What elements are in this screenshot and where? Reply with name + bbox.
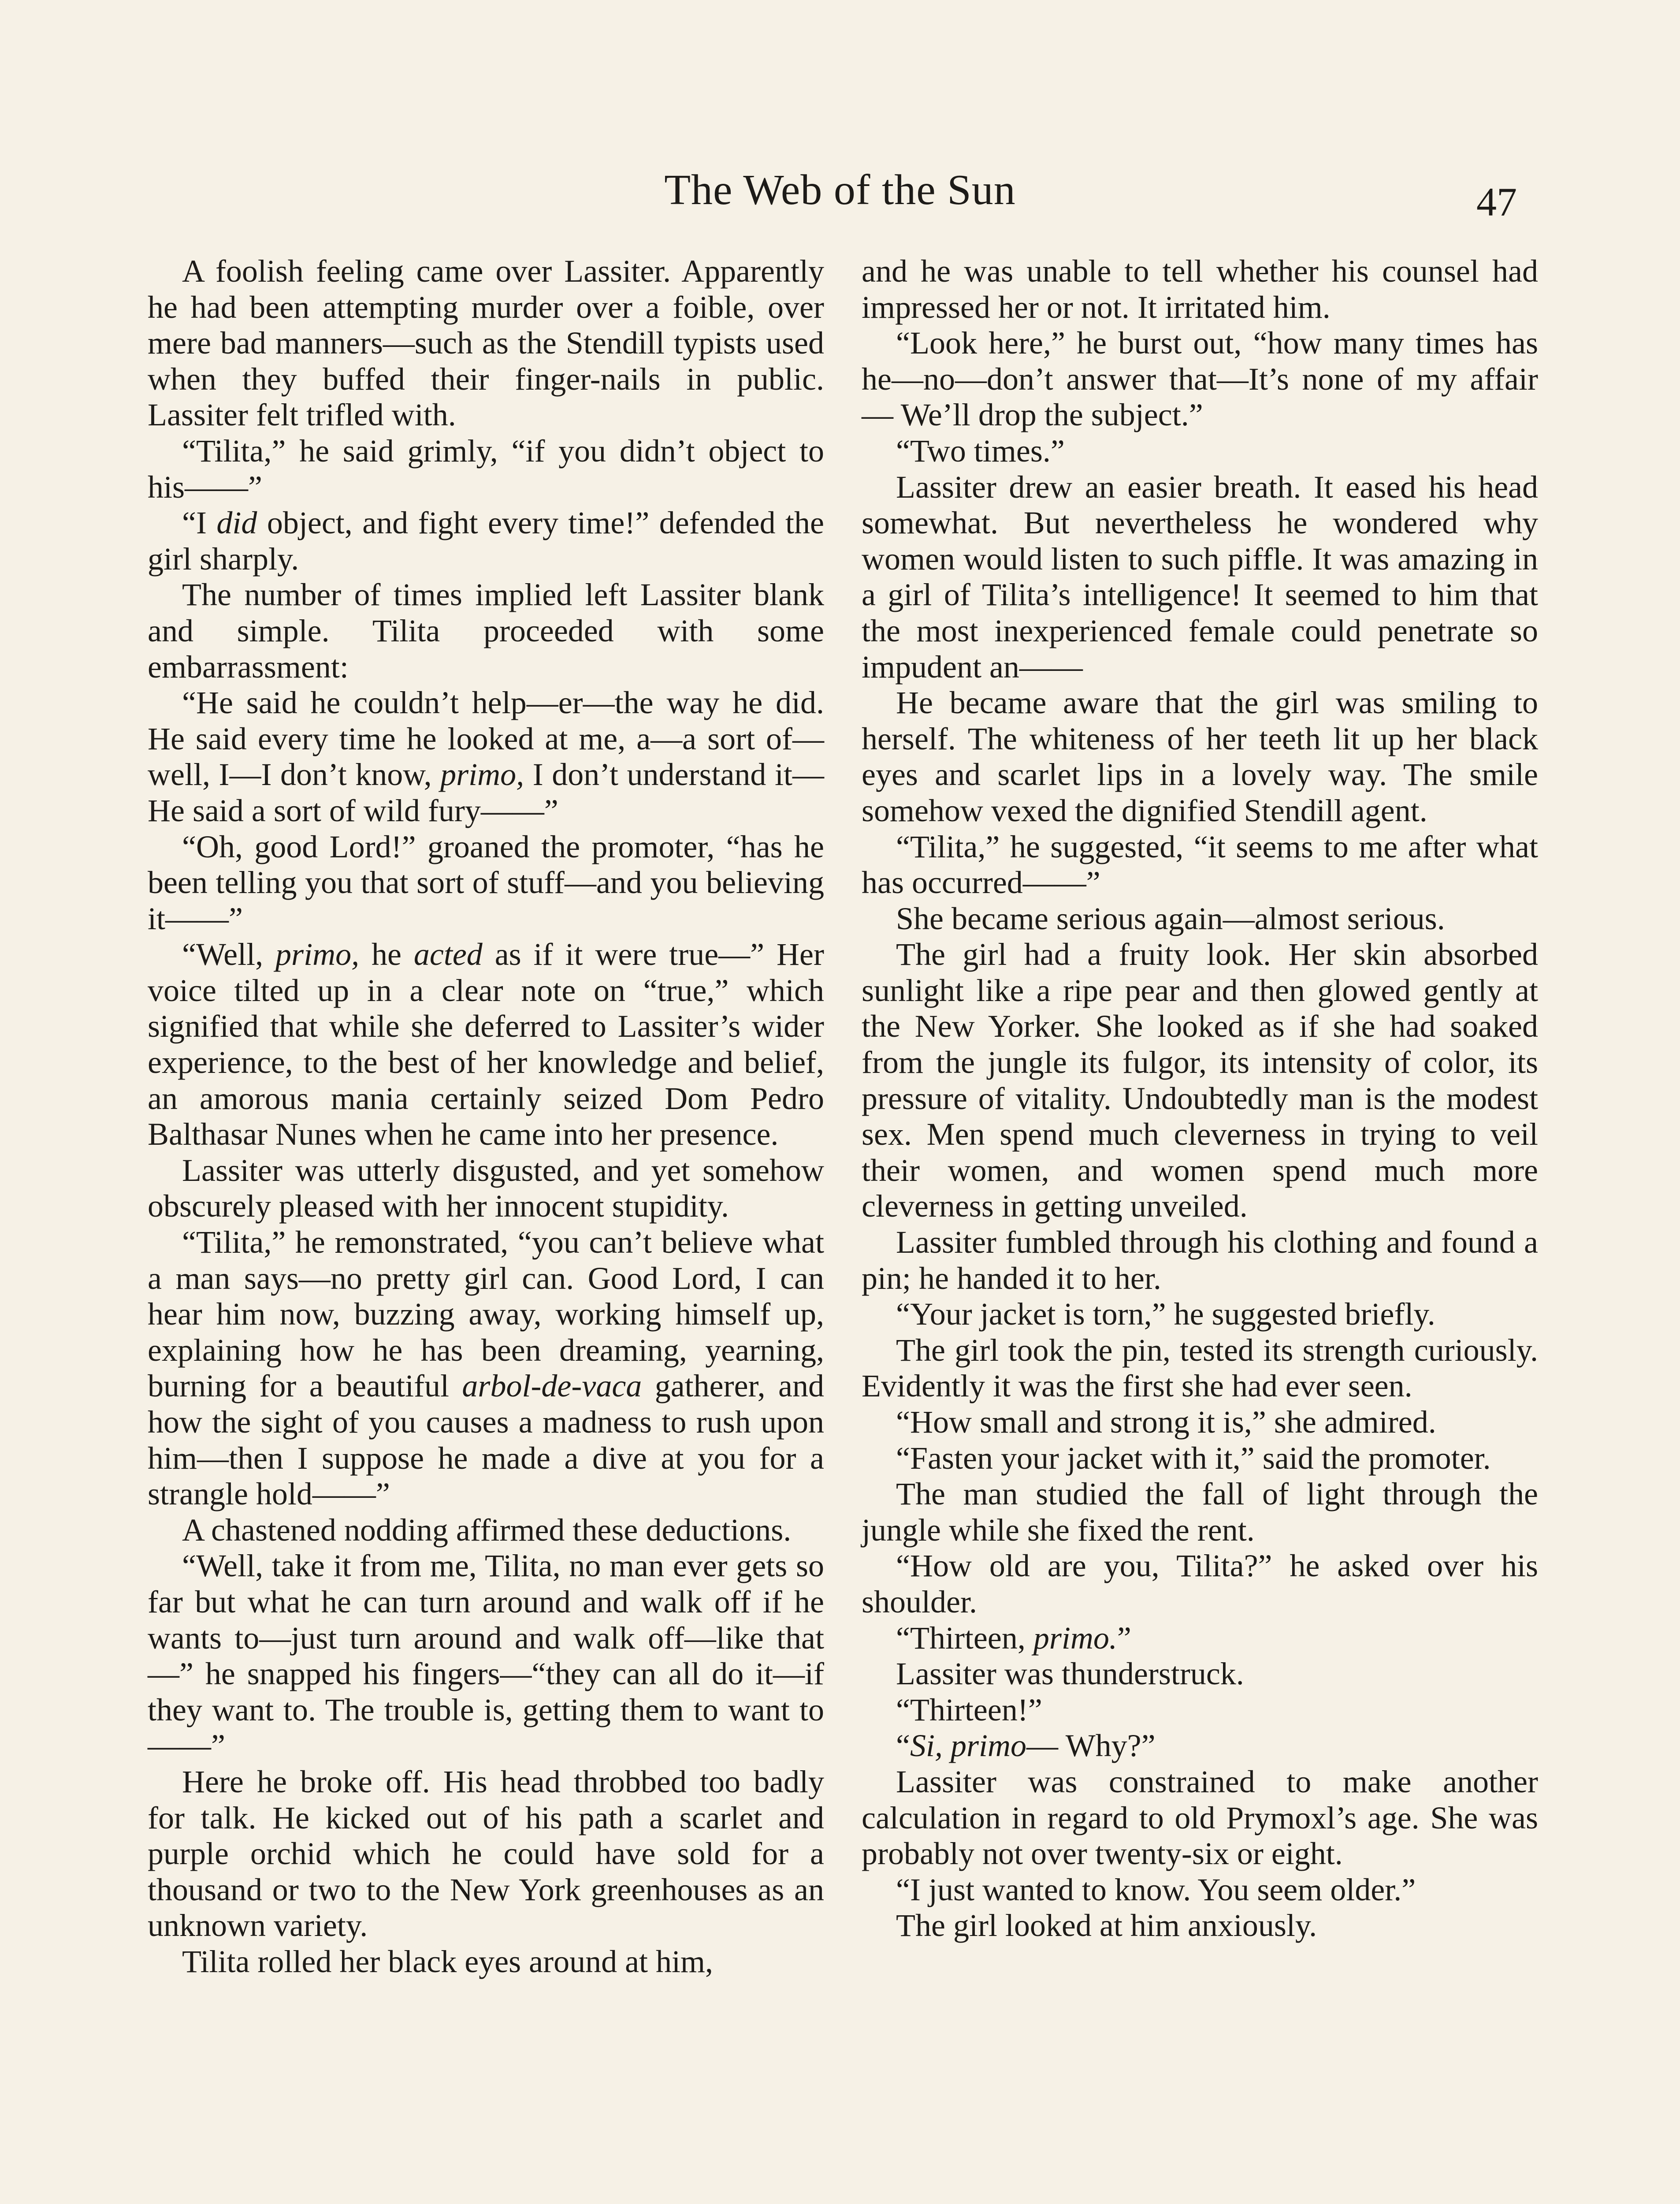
paragraph: The girl had a fruity look. Her skin absorbed sunlight like a ripe pear and then glowed gently at the New Yorker. She looked as if she had soaked from the jungle its fulgor, its intensity of color, its pressure of vitality. Undoubtedly man is the modest sex. Men spend much cleverness in trying to veil their women, and women spend much more cleverness in getting unveiled. [862, 937, 1538, 1224]
paragraph: “He said he couldn’t help—er—the way he did. He said every time he looked at me, a—a sort of—well, I—I don’t know, primo, I don’t understand it— He said a sort of wild fury——” [148, 685, 824, 828]
paragraph: Lassiter was utterly disgusted, and yet somehow obscurely pleased with her innocent stupidity. [148, 1152, 824, 1224]
paragraph: The girl looked at him anxiously. [896, 1908, 1317, 1943]
paragraph: “How old are you, Tilita?” he asked over his shoulder. [862, 1548, 1538, 1619]
paragraph: Here he broke off. His head throbbed too badly for talk. He kicked out of his path a scarlet and purple orchid which he could have sold for a thousand or two to the New York greenhouses as an unknown variety. [148, 1764, 824, 1943]
paragraph: She became serious again—almost serious. [896, 901, 1445, 936]
paragraph: “Oh, good Lord!” groaned the promoter, “has he been telling you that sort of stuff—and you believing it——” [148, 829, 824, 936]
paragraph: “Tilita,” he said grimly, “if you didn’t object to his——” [148, 433, 824, 505]
paragraph: “Your jacket is torn,” he suggested briefly. [896, 1296, 1435, 1332]
paragraph: “Thirteen, primo.” [896, 1620, 1131, 1656]
paragraph: The girl took the pin, tested its strength curiously. Evidently it was the first she had ever seen. [862, 1332, 1538, 1404]
paragraph: Tilita rolled her black eyes around at him, [182, 1943, 714, 1979]
paragraph: “Two times.” [896, 433, 1065, 469]
right-column [862, 253, 1538, 1944]
paragraph: “I did object, and fight every time!” defended the girl sharply. [148, 505, 825, 577]
paragraph: “I just wanted to know. You seem older.” [896, 1872, 1416, 1907]
page-number: 47 [1476, 179, 1517, 224]
paragraph: The man studied the fall of light through the jungle while she fixed the rent. [862, 1476, 1538, 1548]
paragraph: Lassiter fumbled through his clothing and found a pin; he handed it to her. [862, 1225, 1538, 1296]
paragraph: A foolish feeling came over Lassiter. Apparently he had been attempting murder over a foible, over mere bad manners—such as the Stendill typists used when they buffed their finger-nails in public. Lassiter felt trifled with. [148, 253, 824, 433]
paragraph: “How small and strong it is,” she admired. [896, 1404, 1436, 1440]
paragraph: “Look here,” he burst out, “how many times has he—no—don’t answer that—It’s none of my affair— We’ll drop the subject.” [862, 325, 1538, 433]
paragraph: He became aware that the girl was smiling to herself. The whiteness of her teeth lit up her black eyes and scarlet lips in a lovely way. The smile somehow vexed the dignified Stendill agent. [862, 685, 1538, 828]
paragraph: “Tilita,” he remonstrated, “you can’t believe what a man says—no pretty girl can. Good Lord, I can hear him now, buzzing away, working himself up, explaining how he has been dreaming, yearning, burning for a beautiful arbol-de-vaca gatherer, and how the sight of you causes a madness to rush upon him—then I suppose he made a dive at you for a strangle hold——” [148, 1225, 824, 1512]
paragraph: The number of times implied left Lassiter blank and simple. Tilita proceeded with some embarrassment: [148, 577, 824, 685]
paragraph: Lassiter was constrained to make another calculation in regard to old Prymoxl’s age. She was probably not over twenty-six or eight. [862, 1764, 1538, 1872]
paragraph: “Si, primo— Why?” [896, 1728, 1156, 1764]
paragraph: “Thirteen!” [896, 1692, 1042, 1727]
paragraph: Lassiter drew an easier breath. It eased his head somewhat. But nevertheless he wondered why women would listen to such piffle. It was amazing in a girl of Tilita’s intelligence! It seemed to him that the most inexperienced female could penetrate so impudent an—— [862, 469, 1538, 685]
paragraph: Lassiter was thunderstruck. [896, 1656, 1244, 1692]
paragraph-continued: and he was unable to tell whether his counsel had impressed her or not. It irritated him. [862, 253, 1538, 325]
left-column [148, 253, 824, 1980]
paragraph: “Well, take it from me, Tilita, no man ever gets so far but what he can turn around and walk off if he wants to—just turn around and walk off—like that—” he snapped his fingers—“they can all do it—if they want to. The trouble is, getting them to want to——” [148, 1548, 824, 1764]
running-title: The Web of the Sun [664, 166, 1016, 214]
paragraph: “Fasten your jacket with it,” said the promoter. [896, 1440, 1491, 1476]
paragraph: “Well, primo, he acted as if it were true—” Her voice tilted up in a clear note on “true,” which signified that while she deferred to Lassiter’s wider experience, to the best of her knowledge and belief, an amorous mania certainly seized Dom Pedro Balthasar Nunes when he came into her presence. [148, 937, 824, 1152]
paragraph: “Tilita,” he suggested, “it seems to me after what has occurred——” [862, 829, 1538, 901]
paragraph: A chastened nodding affirmed these deductions. [182, 1512, 792, 1548]
